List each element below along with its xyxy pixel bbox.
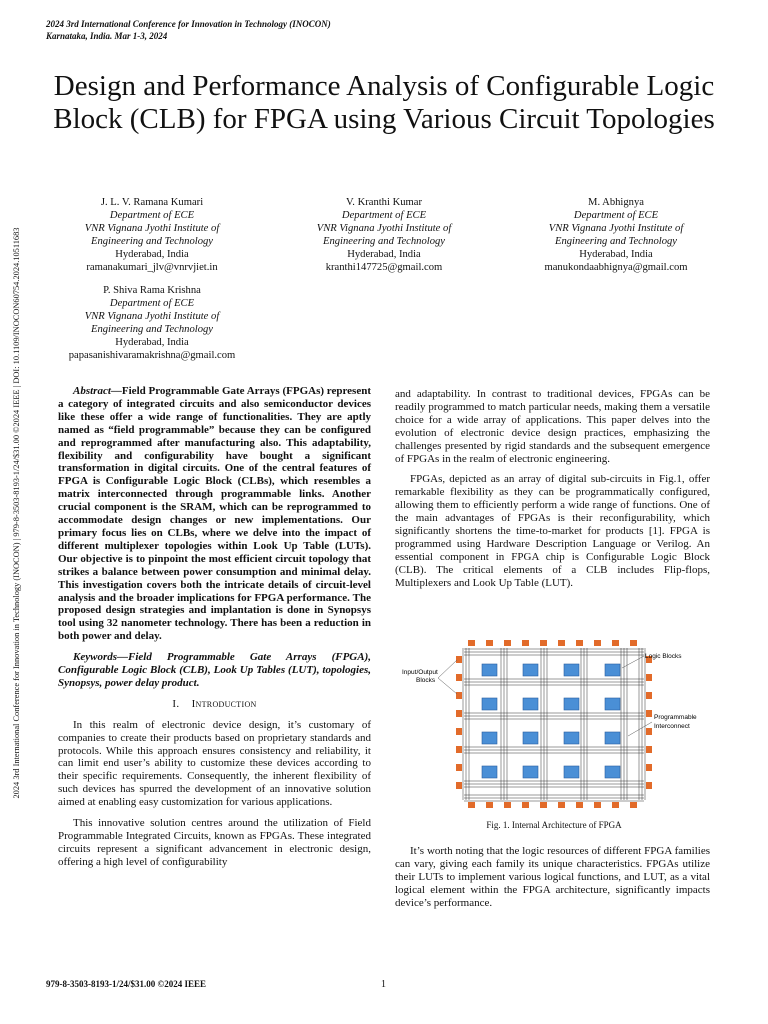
author-city: Hyderabad, India [347, 249, 421, 260]
io-block [646, 728, 652, 735]
logic-block [523, 664, 538, 676]
logic-block [605, 732, 620, 744]
logic-block [482, 698, 497, 710]
paragraph: In this realm of electronic device design, it’s customary of companies to create their products based on proprietary standards and protocols. While this approach ensures consistency and reliability, it can limit end user’s ability to customize these devices according to their specific requirements. Consequently, the inherent flexibility of such devices has spurred the development of an innovative solution aimed at enabling easy customization for various applications. [58, 718, 371, 809]
logic-block [605, 766, 620, 778]
figure-1 [396, 638, 712, 830]
right-column-lower [395, 845, 710, 910]
section-number: I. [172, 697, 180, 710]
author-inst: Engineering and Technology [90, 324, 213, 335]
logic-block [605, 664, 620, 676]
logic-block [523, 732, 538, 744]
io-block [522, 640, 529, 646]
doi-sidebar [12, 178, 30, 848]
author-block [52, 196, 252, 274]
io-block [612, 802, 619, 808]
leader-line [438, 678, 457, 694]
conference-line-2: Karnataka, India. Mar 1-3, 2024 [46, 31, 168, 41]
io-block [456, 692, 462, 699]
io-block [456, 746, 462, 753]
author-name: P. Shiva Rama Krishna [103, 285, 201, 296]
label-io-line1: Input/Output [402, 669, 438, 676]
leader-line [438, 660, 457, 678]
leader-line [622, 656, 644, 668]
abstract-text: Field Programmable Gate Arrays (FPGAs) represent a category of integrated circuits and also semiconductor devices like these offer a wide range of functionalities. They are aptly named as “field programmable” because they can be configured and reprogrammed after manufacturing also. This adaptability, flexibility and configurability have bought a significant transformation in digital circuits. One of the central features of FPGA is Configurable Logic Block (CLBs), which resembles a matrix interconnected through programmable links. Another crucial component is the SRAM, which can be reprogrammed to accommodate design changes or new implementations. Our primary focus lies on CLBs, where we delve into the impact of different multiplexer topologies within Look Up Table (LUTs). Our objective is to pinpoint the most efficient circuit topology that strikes a balance between power consumption and minimal delay. This investigation covers both the intricate details of circuit-level analysis and the broader implications for FPGA performance. The proposed design strategies and implantation is done in Synopsys tool using 32 nanometer technology. There has been a reduction in both power and delay. [58, 385, 371, 643]
logic-block [564, 698, 579, 710]
io-block [646, 692, 652, 699]
author-dept: Department of ECE [109, 298, 195, 309]
io-block [576, 640, 583, 646]
io-block [646, 746, 652, 753]
section-heading [58, 698, 371, 711]
author-inst: Engineering and Technology [90, 236, 213, 247]
io-block [468, 802, 475, 808]
paragraph: FPGAs, depicted as an array of digital sub-circuits in Fig.1, offer remarkable flexibility as they can be programmatically configured, allowing them to efficiently perform a wide range of functions. One of the main advantages of FPGAs is their reconfigurability, which significantly shortens the time-to-market for products [1]. FPGA is programmed using Hardware Description Language or Verilog. An essential component in FPGA chip is Configurable Logic Block (CLB). The critical elements of a CLB includes Flip-flops, Multiplexers and Look Up Table (LUT). [395, 473, 710, 589]
author-inst: Engineering and Technology [322, 236, 445, 247]
author-dept: Department of ECE [573, 210, 659, 221]
io-block [646, 674, 652, 681]
io-block [486, 640, 493, 646]
io-block [540, 802, 547, 808]
io-block [630, 640, 637, 646]
fpga-architecture-diagram [396, 638, 712, 810]
author-name: J. L. V. Ramana Kumari [100, 197, 204, 208]
paragraph: and adaptability. In contrast to traditional devices, FPGAs can be readily programmed to match particular needs, making them a versatile choice for a wide array of applications. This paper delves into the evolution of electronic device design practices, emphasizing the challenges presented by rigid standards and the subsequent emergence of FPGAs in the realm of electronic engineering. [395, 388, 710, 465]
label-io-line2: Blocks [416, 677, 436, 684]
logic-block [564, 732, 579, 744]
author-block [284, 196, 484, 274]
author-email: kranthi147725@gmail.com [325, 262, 443, 273]
section-title: Introduction [191, 697, 257, 710]
io-block [558, 640, 565, 646]
io-block [594, 802, 601, 808]
logic-block [482, 732, 497, 744]
io-block [630, 802, 637, 808]
io-block [522, 802, 529, 808]
author-city: Hyderabad, India [115, 337, 189, 348]
right-column [395, 388, 710, 590]
io-block [468, 640, 475, 646]
logic-block [523, 766, 538, 778]
conference-header [46, 18, 331, 42]
author-block [516, 196, 716, 274]
io-block [456, 656, 462, 663]
author-email: papasanishivaramakrishna@gmail.com [68, 350, 236, 361]
io-block [486, 802, 493, 808]
author-email: manukondaabhignya@gmail.com [544, 262, 688, 273]
left-column [58, 385, 371, 869]
author-inst: VNR Vignana Jyothi Institute of [316, 223, 452, 234]
author-dept: Department of ECE [109, 210, 195, 221]
io-block [594, 640, 601, 646]
label-interconnect-line2: Interconnect [654, 723, 690, 730]
conference-line-1: 2024 3rd International Conference for Innovation in Technology (INOCON) [46, 19, 331, 29]
author-name: M. Abhignya [588, 197, 644, 208]
io-block [504, 640, 511, 646]
io-block [612, 640, 619, 646]
paper-title: Design and Performance Analysis of Configurable Logic Block (CLB) for FPGA using Various Circuit Topologies [53, 70, 715, 135]
logic-blocks [482, 664, 620, 778]
author-dept: Department of ECE [341, 210, 427, 221]
author-email: ramanakumari_jlv@vnrvjiet.in [86, 262, 218, 273]
io-block [456, 674, 462, 681]
logic-block [482, 664, 497, 676]
io-block [558, 802, 565, 808]
author-inst: VNR Vignana Jyothi Institute of [548, 223, 684, 234]
abstract [58, 385, 371, 643]
logic-block [564, 766, 579, 778]
footer-isbn: 979-8-3503-8193-1/24/$31.00 ©2024 IEEE [46, 979, 206, 989]
author-inst: Engineering and Technology [554, 236, 677, 247]
logic-block [564, 664, 579, 676]
author-inst: VNR Vignana Jyothi Institute of [84, 223, 220, 234]
io-block [456, 764, 462, 771]
author-inst: VNR Vignana Jyothi Institute of [84, 311, 220, 322]
abstract-lead: Abstract— [73, 385, 122, 397]
io-block [504, 802, 511, 808]
doi-sidebar-text: 2024 3rd International Conference for Innovation in Technology (INOCON) | 979-8-3503-8193-1/24/$31.00 ©2024 IEEE | DOI: 10.1109/INOCON60754.2024.10511683 [12, 227, 21, 799]
io-block [456, 728, 462, 735]
author-city: Hyderabad, India [115, 249, 189, 260]
author-block [52, 284, 252, 362]
author-name: V. Kranthi Kumar [345, 197, 422, 208]
logic-block [523, 698, 538, 710]
label-interconnect-line1: Programmable [654, 714, 697, 721]
logic-block [605, 698, 620, 710]
paragraph: It’s worth noting that the logic resources of different FPGA families can vary, giving each family its unique characteristics. FPGAs utilize their LUTs to implement various logical functions, and LUT, as a vital logical element within the FPGA architecture, significantly impacts device’s performance. [395, 845, 710, 909]
io-block [646, 764, 652, 771]
page-number: 1 [381, 979, 386, 990]
figure-caption: Fig. 1. Internal Architecture of FPGA [486, 820, 622, 830]
paragraph: This innovative solution centres around the utilization of Field Programmable Integrated Circuits, known as FPGAs. These integrated circuits represent a significant advancement in electronic design, offering a high level of configurability [58, 817, 371, 868]
logic-block [482, 766, 497, 778]
author-city: Hyderabad, India [579, 249, 653, 260]
io-block [540, 640, 547, 646]
io-block [456, 782, 462, 789]
label-logic: Logic Blocks [645, 653, 682, 660]
io-block [646, 782, 652, 789]
io-block [646, 710, 652, 717]
io-block [456, 710, 462, 717]
keywords: Keywords—Field Programmable Gate Arrays (FPGA), Configurable Logic Block (CLB), Look Up Tables (LUT), topologies, Synopsys, power delay product. [58, 651, 371, 689]
io-block [576, 802, 583, 808]
